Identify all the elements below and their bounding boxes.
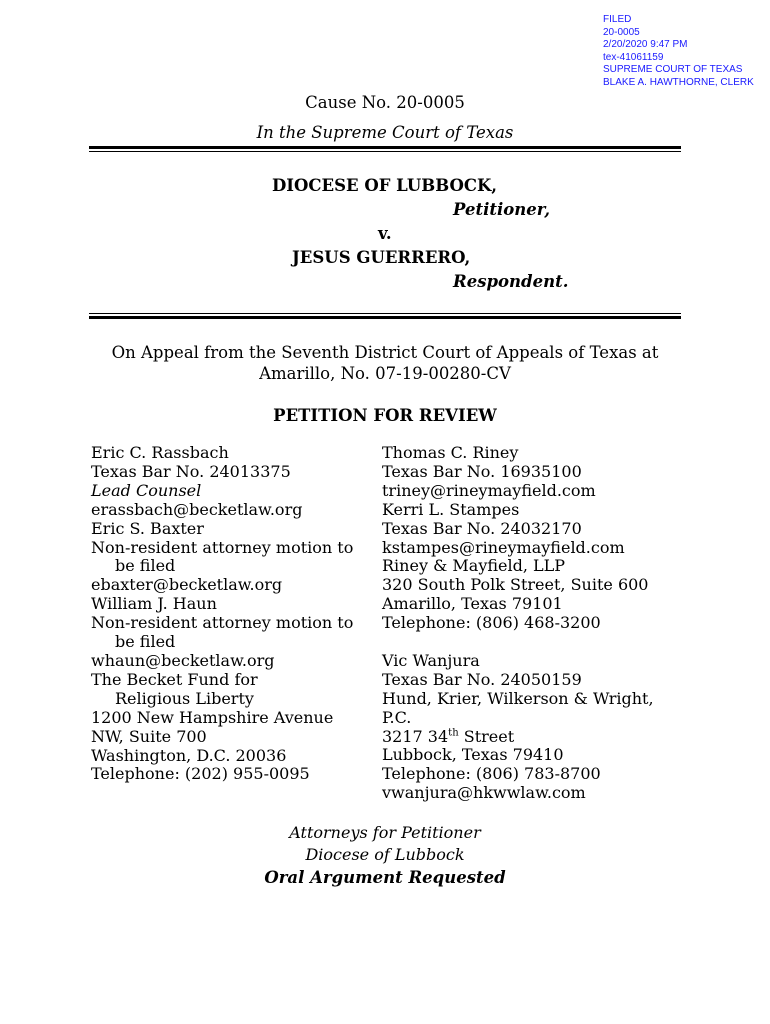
petitioner-name: DIOCESE OF LUBBOCK, <box>272 176 498 195</box>
cause-number: Cause No. 20-0005 <box>305 93 465 112</box>
attorneys-for-block <box>0 822 770 866</box>
counsel-line: 320 South Polk Street, Suite 600 <box>382 575 649 595</box>
counsel-line: William J. Haun <box>91 594 217 614</box>
stamp-line: BLAKE A. HAWTHORNE, CLERK <box>603 76 754 88</box>
counsel-line: Vic Wanjura <box>382 650 480 670</box>
counsel-line: Non-resident attorney motion to <box>91 537 354 557</box>
court-name: In the Supreme Court of Texas <box>256 123 514 142</box>
counsel-email: kstampes@rineymayfield.com <box>382 537 625 557</box>
counsel-line: P.C. <box>382 707 412 727</box>
counsel-line: Telephone: (806) 468-3200 <box>382 613 601 633</box>
address-number: 3217 34 <box>382 726 449 746</box>
respondent-role: Respondent. <box>453 272 569 291</box>
counsel-line: Religious Liberty <box>115 688 254 708</box>
stamp-line: 2/20/2020 9:47 PM <box>603 39 688 50</box>
appeal-statement <box>100 342 670 384</box>
document-title: PETITION FOR REVIEW <box>273 406 497 425</box>
counsel-line: Non-resident attorney motion to <box>91 613 354 633</box>
middle-divider <box>89 313 681 319</box>
oral-argument-requested: Oral Argument Requested <box>264 868 506 887</box>
attorneys-for: Attorneys for Petitioner <box>289 823 481 842</box>
versus: v. <box>378 224 392 243</box>
counsel-line: Hund, Krier, Wilkerson & Wright, <box>382 688 654 708</box>
counsel-email: triney@rineymayfield.com <box>382 480 596 500</box>
respondent-name: JESUS GUERRERO, <box>292 248 471 267</box>
counsel-line: Texas Bar No. 24013375 <box>91 461 291 481</box>
counsel-line: Amarillo, Texas 79101 <box>382 594 563 614</box>
counsel-line: 1200 New Hampshire Avenue <box>91 707 334 727</box>
counsel-email: whaun@becketlaw.org <box>91 650 275 670</box>
counsel-line: be filed <box>115 632 176 652</box>
address-street: Street <box>458 726 515 746</box>
appeal-line-1: On Appeal from the Seventh District Court of Appeals of Texas at <box>111 343 659 362</box>
stamp-line: 20-0005 <box>603 26 640 38</box>
counsel-line: Texas Bar No. 16935100 <box>382 461 582 481</box>
top-divider <box>89 146 681 152</box>
counsel-line: Texas Bar No. 24050159 <box>382 669 582 689</box>
filing-stamp <box>603 14 754 89</box>
counsel-line: Lead Counsel <box>91 480 202 500</box>
appeal-line-2: Amarillo, No. 07-19-00280-CV <box>259 364 511 383</box>
counsel-email: ebaxter@becketlaw.org <box>91 575 283 595</box>
counsel-line: Lubbock, Texas 79410 <box>382 745 564 765</box>
counsel-address-line <box>382 728 654 747</box>
counsel-line: Telephone: (202) 955-0095 <box>91 764 310 784</box>
counsel-line: Texas Bar No. 24032170 <box>382 518 582 538</box>
counsel-line: Thomas C. Riney <box>382 443 519 462</box>
stamp-line: FILED <box>603 14 632 25</box>
counsel-line: Kerri L. Stampes <box>382 499 520 519</box>
counsel-line: The Becket Fund for <box>91 669 258 689</box>
counsel-line: be filed <box>115 556 176 576</box>
right-counsel-block <box>382 444 654 803</box>
ordinal-suffix: th <box>448 727 459 739</box>
client-name: Diocese of Lubbock <box>305 845 465 864</box>
counsel-line: NW, Suite 700 <box>91 726 207 746</box>
spacer <box>382 633 654 652</box>
counsel-line: Eric S. Baxter <box>91 518 204 538</box>
counsel-email: vwanjura@hkwwlaw.com <box>382 783 586 803</box>
counsel-line: Telephone: (806) 783-8700 <box>382 764 601 784</box>
counsel-line: Washington, D.C. 20036 <box>91 745 287 765</box>
stamp-line: tex-41061159 <box>603 51 664 63</box>
counsel-email: erassbach@becketlaw.org <box>91 499 303 519</box>
left-counsel-block <box>91 444 353 784</box>
petitioner-role: Petitioner, <box>453 200 550 219</box>
stamp-line: SUPREME COURT OF TEXAS <box>603 64 743 75</box>
counsel-line: Eric C. Rassbach <box>91 443 229 462</box>
counsel-line: Riney & Mayfield, LLP <box>382 556 566 576</box>
